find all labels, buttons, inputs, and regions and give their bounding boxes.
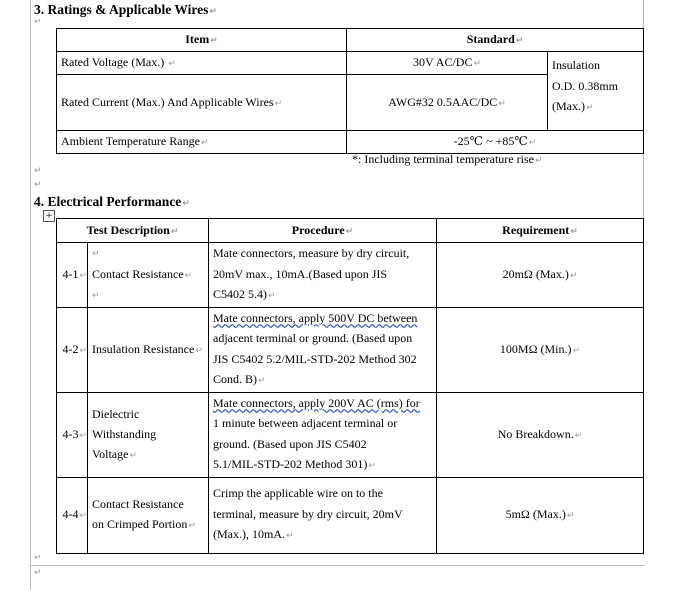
procedure-cell [209, 307, 437, 392]
procedure-line: Mate connectors, apply 500V DC between [213, 310, 418, 325]
item-header: Item ↵ [57, 29, 347, 52]
item-cell: Ambient Temperature Range ↵ [57, 131, 347, 154]
procedure-line: terminal, measure by dry circuit, 20mV [213, 506, 403, 521]
electrical-performance-table [56, 218, 644, 554]
procedure-line: adjacent terminal or ground. (Based upon [213, 331, 413, 345]
requirement-header: Requirement ↵ [437, 219, 644, 243]
ratings-header-row [57, 29, 644, 52]
procedure-line: Cond. B) ↵ [213, 369, 432, 392]
test-description-cell [88, 307, 209, 392]
procedure-header: Procedure ↵ [209, 219, 437, 243]
page-margin-left [30, 0, 31, 590]
procedure-line: Mate connectors, apply 200V AC (rms) for [213, 395, 420, 410]
paragraph-mark [34, 568, 42, 578]
test-description-line: Insulation Resistance ↵ [92, 339, 204, 361]
procedure-line: JIS C5402 5.2/MIL-STD-202 Method 302 [213, 351, 417, 366]
procedure-cell [209, 477, 437, 553]
paragraph-mark [34, 553, 42, 563]
section-4-title: 4. Electrical Performance ↵ [34, 194, 190, 210]
table-row [57, 307, 644, 392]
procedure-cell [209, 392, 437, 477]
procedure-cell [209, 243, 437, 308]
paragraph-mark [92, 244, 204, 264]
insulation-note-cell [548, 52, 644, 131]
procedure-line: C5402 5.4) ↵ [213, 284, 432, 307]
temperature-footnote: *: Including terminal temperature rise ↵ [352, 152, 542, 167]
test-description-line: Withstanding [92, 426, 157, 441]
table-row [57, 477, 644, 553]
procedure-line: 5.1/MIL-STD-202 Method 301) ↵ [213, 454, 432, 477]
procedure-line: (Max.), 10mA. ↵ [213, 524, 432, 547]
procedure-line: Crimp the applicable wire on to the [213, 486, 383, 501]
standard-cell: -25℃ ~ +85℃ ↵ [347, 131, 644, 154]
test-description-line: Dielectric [92, 406, 140, 421]
test-description-cell [88, 392, 209, 477]
insulation-note-line: Insulation [552, 58, 600, 72]
performance-header-row [57, 219, 644, 243]
standard-cell: AWG#32 0.5AAC/DC ↵ [347, 75, 548, 131]
test-description-line: Voltage ↵ [92, 444, 204, 466]
procedure-line: ground. (Based upon JIS C5402 [213, 436, 367, 451]
item-cell: Rated Current (Max.) And Applicable Wires ↵ [57, 75, 347, 131]
test-number: 4-4 ↵ [57, 477, 88, 553]
test-description-line: on Crimped Portion ↵ [92, 514, 204, 536]
paragraph-mark [34, 17, 42, 27]
table-row [57, 243, 644, 308]
standard-cell: 30V AC/DC ↵ [347, 52, 548, 75]
insulation-note-line: O.D. 0.38mm [552, 78, 618, 93]
test-description-cell [88, 243, 209, 308]
procedure-line: Mate connectors, measure by dry circuit, [213, 246, 410, 260]
procedure-line: 1 minute between adjacent terminal or [213, 416, 398, 430]
test-description-cell [88, 477, 209, 553]
insulation-note-line: (Max.) ↵ [552, 96, 639, 119]
test-description-line: Contact Resistance [92, 497, 184, 511]
test-number: 4-2 ↵ [57, 307, 88, 392]
test-number: 4-1 ↵ [57, 243, 88, 308]
table-row [57, 131, 644, 154]
item-cell: Rated Voltage (Max.) ↵ [57, 52, 347, 75]
table-row [57, 392, 644, 477]
test-description-header: Test Description ↵ [57, 219, 209, 243]
test-description-line: Contact Resistance ↵ [92, 264, 204, 286]
paragraph-mark [34, 180, 42, 190]
standard-header: Standard ↵ [347, 29, 644, 52]
table-move-handle[interactable]: + [43, 210, 55, 222]
paragraph-mark [34, 166, 42, 176]
section-3-title: 3. Ratings & Applicable Wires ↵ [34, 2, 217, 18]
requirement-cell: 100MΩ (Min.) ↵ [437, 307, 644, 392]
test-number: 4-3 ↵ [57, 392, 88, 477]
paragraph-mark [92, 286, 204, 306]
page-margin-bottom [30, 565, 644, 566]
requirement-cell: 20mΩ (Max.) ↵ [437, 243, 644, 308]
requirement-cell: 5mΩ (Max.) ↵ [437, 477, 644, 553]
procedure-line: 20mV max., 10mA.(Based upon JIS [213, 266, 388, 281]
requirement-cell: No Breakdown. ↵ [437, 392, 644, 477]
table-row [57, 52, 644, 75]
ratings-table [56, 28, 644, 154]
